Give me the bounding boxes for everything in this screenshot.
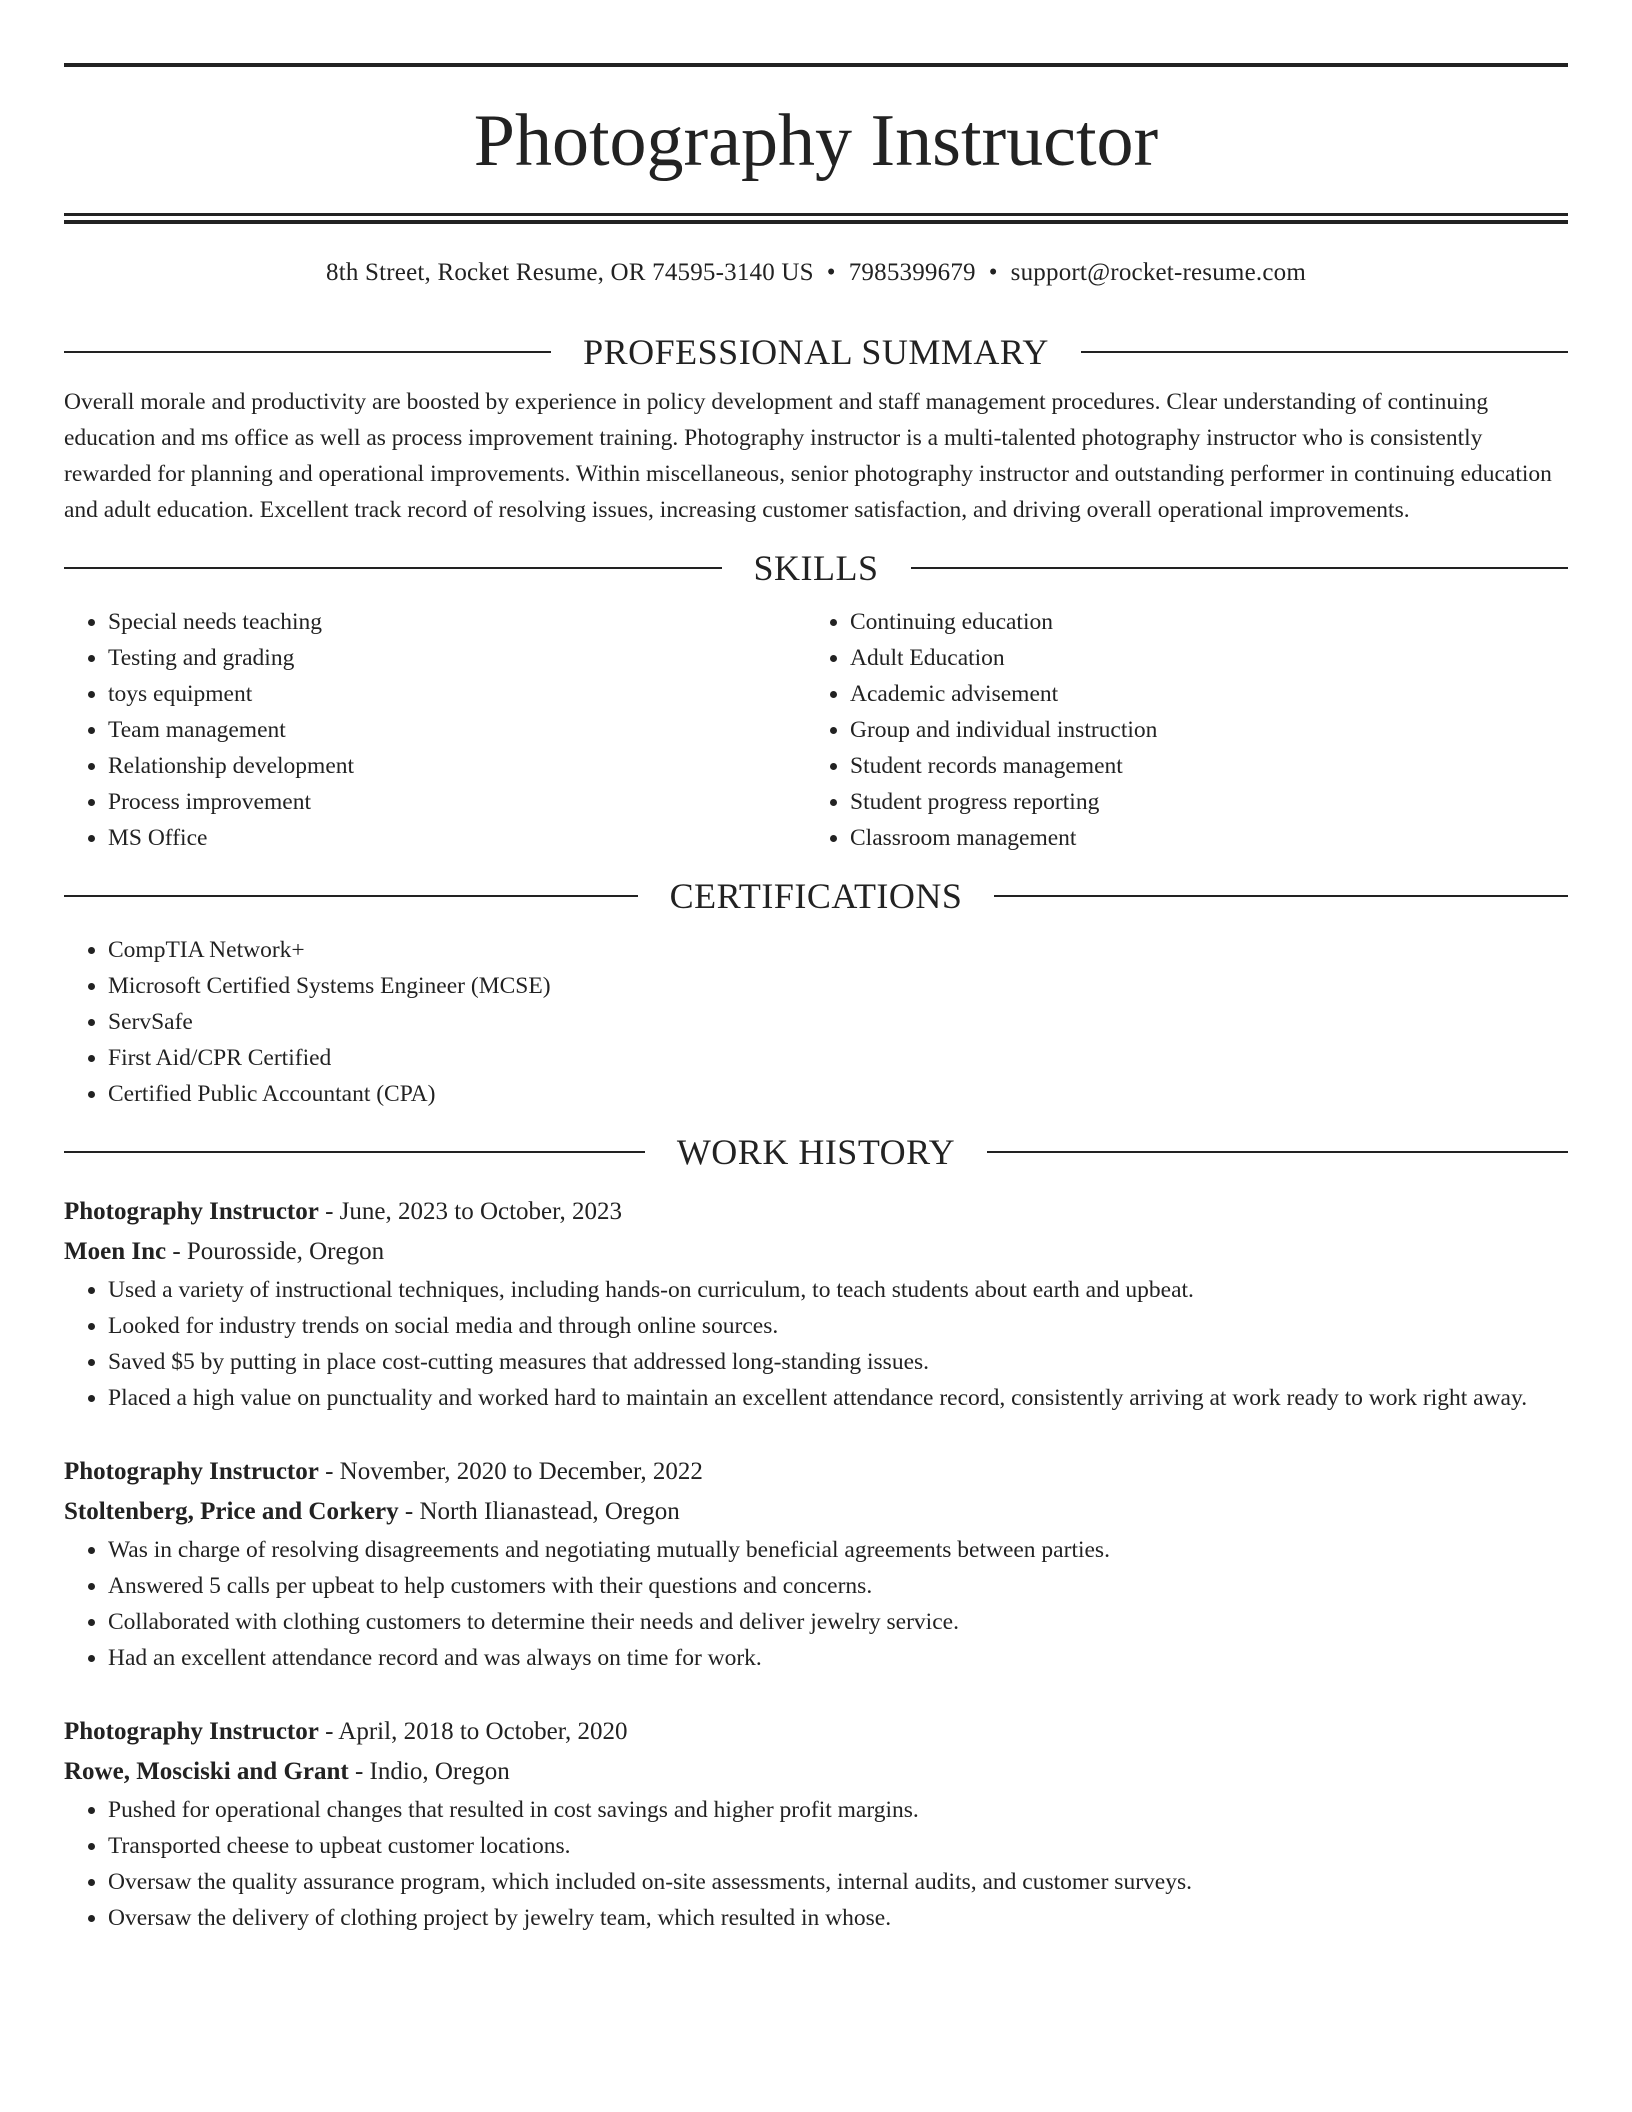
job-spacer	[64, 1676, 1568, 1706]
job-bullet: • Used a variety of instructional techniques, including hands-on curriculum, to teach students about earth and upbeat.	[108, 1272, 1568, 1308]
contact-separator: •	[826, 259, 836, 286]
job-bullet: • Collaborated with clothing customers to determine their needs and deliver jewelry service.	[108, 1604, 1568, 1640]
job-bullet: • Was in charge of resolving disagreements and negotiating mutually beneficial agreements between parties.	[108, 1532, 1568, 1568]
contact-line	[64, 258, 1568, 288]
job-company: Rowe, Mosciski and Grant	[64, 1758, 349, 1785]
skill-item: • toys equipment	[108, 676, 806, 712]
section-heading-certifications	[64, 872, 1568, 920]
title-double-rule	[64, 213, 1568, 224]
skill-item: • Academic advisement	[850, 676, 1548, 712]
job-title: Photography Instructor	[64, 1718, 319, 1745]
section-title: PROFESSIONAL SUMMARY	[583, 332, 1049, 372]
job-company-line	[64, 1752, 1568, 1792]
contact-separator: •	[988, 259, 998, 286]
heading-rule	[994, 895, 1568, 897]
certification-item: • CompTIA Network+	[108, 932, 1568, 968]
heading-rule	[64, 351, 551, 353]
job-entry	[64, 1712, 1568, 1936]
job-dates: - April, 2018 to October, 2020	[318, 1718, 628, 1745]
job-bullet: • Placed a high value on punctuality and worked hard to maintain an excellent attendance record, consistently arriving at work ready to work right away.	[108, 1380, 1568, 1416]
job-dates: - November, 2020 to December, 2022	[318, 1458, 703, 1485]
section-heading-summary	[64, 328, 1568, 376]
heading-rule	[911, 567, 1569, 569]
summary-text: Overall morale and productivity are boosted by experience in policy development and staff management procedures. Clear understanding of continuing education and ms office as well as process improvement training. Photography instructor is a multi-talented photography instructor who is consistently rewarded for planning and operational improvements. Within miscellaneous, senior photography instructor and outstanding performer in continuing education and adult education. Excellent track record of resolving issues, increasing customer satisfaction, and driving overall operational improvements.	[64, 389, 1552, 523]
skill-item: • Relationship development	[108, 748, 806, 784]
heading-rule	[64, 567, 722, 569]
top-rule	[64, 63, 1568, 67]
certification-item: • Microsoft Certified Systems Engineer (MCSE)	[108, 968, 1568, 1004]
job-bullets	[64, 1792, 1568, 1936]
job-bullet: • Transported cheese to upbeat customer locations.	[108, 1828, 1568, 1864]
job-bullet: • Oversaw the delivery of clothing project by jewelry team, which resulted in whose.	[108, 1900, 1568, 1936]
certifications-list	[64, 932, 1568, 1112]
job-location: - Pourosside, Oregon	[166, 1238, 385, 1265]
skill-item: • Classroom management	[850, 820, 1548, 856]
job-bullet: • Answered 5 calls per upbeat to help customers with their questions and concerns.	[108, 1568, 1568, 1604]
skill-item: • Adult Education	[850, 640, 1548, 676]
job-location: - North Ilianastead, Oregon	[398, 1498, 680, 1525]
certification-item: • First Aid/CPR Certified	[108, 1040, 1568, 1076]
job-spacer	[64, 1416, 1568, 1446]
skill-item: • Special needs teaching	[108, 604, 806, 640]
resume-title: Photography Instructor	[473, 100, 1159, 182]
job-bullet: • Oversaw the quality assurance program, which included on-site assessments, internal audits, and customer surveys.	[108, 1864, 1568, 1900]
section-title: SKILLS	[753, 548, 879, 588]
job-title: Photography Instructor	[64, 1458, 319, 1485]
contact-phone: 7985399679	[848, 259, 976, 286]
heading-rule	[1081, 351, 1568, 353]
job-title: Photography Instructor	[64, 1198, 319, 1225]
skill-item: • Process improvement	[108, 784, 806, 820]
job-entry	[64, 1192, 1568, 1416]
certification-item: • Certified Public Accountant (CPA)	[108, 1076, 1568, 1112]
skill-item: • Continuing education	[850, 604, 1548, 640]
job-bullet: • Pushed for operational changes that resulted in cost savings and higher profit margins.	[108, 1792, 1568, 1828]
job-company-line	[64, 1232, 1568, 1272]
job-bullet: • Had an excellent attendance record and was always on time for work.	[108, 1640, 1568, 1676]
job-location: - Indio, Oregon	[348, 1758, 510, 1785]
job-dates: - June, 2023 to October, 2023	[318, 1198, 622, 1225]
contact-email: support@rocket-resume.com	[1010, 259, 1306, 286]
job-title-line	[64, 1452, 1568, 1492]
job-entry	[64, 1452, 1568, 1676]
heading-rule	[64, 1151, 645, 1153]
section-title: WORK HISTORY	[676, 1132, 956, 1172]
section-heading-work-history	[64, 1128, 1568, 1176]
contact-address: 8th Street, Rocket Resume, OR 74595-3140 US	[326, 259, 814, 286]
skill-item: • Student records management	[850, 748, 1548, 784]
heading-rule	[987, 1151, 1568, 1153]
job-company: Stoltenberg, Price and Corkery	[64, 1498, 399, 1525]
job-bullet: • Saved $5 by putting in place cost-cutting measures that addressed long-standing issues.	[108, 1344, 1568, 1380]
job-company-line	[64, 1492, 1568, 1532]
job-bullet: • Looked for industry trends on social media and through online sources.	[108, 1308, 1568, 1344]
skills-list	[64, 604, 1568, 856]
skills-column-left	[64, 604, 806, 856]
job-company: Moen Inc	[64, 1238, 167, 1265]
skill-item: • MS Office	[108, 820, 806, 856]
skill-item: • Group and individual instruction	[850, 712, 1548, 748]
skill-item: • Testing and grading	[108, 640, 806, 676]
skill-item: • Student progress reporting	[850, 784, 1548, 820]
resume-page	[64, 0, 1568, 1936]
section-title: CERTIFICATIONS	[669, 876, 963, 916]
job-title-line	[64, 1192, 1568, 1232]
section-heading-skills	[64, 544, 1568, 592]
skill-item: • Team management	[108, 712, 806, 748]
job-title-line	[64, 1712, 1568, 1752]
heading-rule	[64, 895, 638, 897]
job-bullets	[64, 1272, 1568, 1416]
job-bullets	[64, 1532, 1568, 1676]
certification-item: • ServSafe	[108, 1004, 1568, 1040]
skills-column-right	[806, 604, 1548, 856]
